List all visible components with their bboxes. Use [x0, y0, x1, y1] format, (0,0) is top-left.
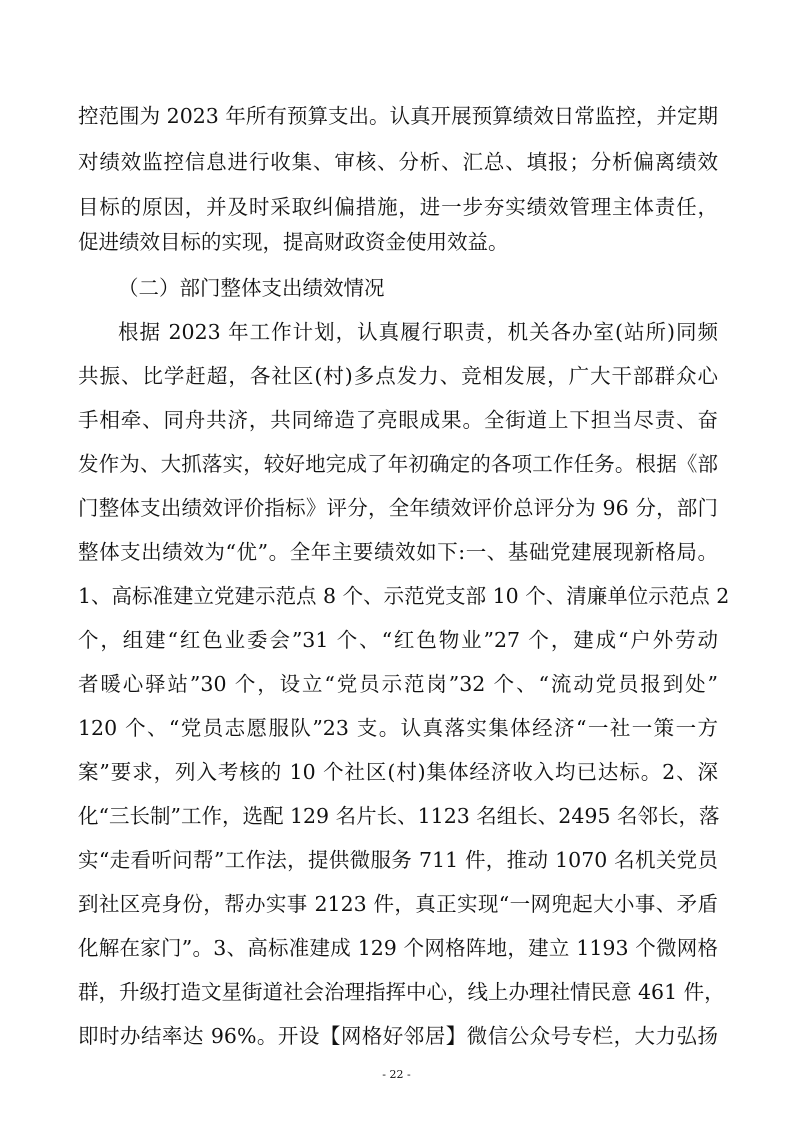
text-line: 发作为、大抓落实，较好地完成了年初确定的各项工作任务。根据《部	[78, 452, 718, 476]
text-line: 群，升级打造文星街道社会治理指挥中心，线上办理社情民意 461 件，	[78, 980, 725, 1004]
text-line: 根据 2023 年工作计划，认真履行职责，机关各办室(站所)同频	[118, 320, 718, 344]
text-line: 促进绩效目标的实现，提高财政资金使用效益。	[78, 230, 509, 254]
text-line: 者暖心驿站”30 个，设立“党员示范岗”32 个、“流动党员报到处”	[78, 672, 718, 696]
page-number: - 22 -	[382, 1068, 411, 1081]
text-line: 对绩效监控信息进行收集、审核、分析、汇总、填报；分析偏离绩效	[78, 150, 718, 174]
text-line: 1、高标准建立党建示范点 8 个、示范党支部 10 个、清廉单位示范点 2	[78, 584, 730, 608]
text-line: 即时办结率达 96%。开设【网格好邻居】微信公众号专栏，大力弘扬	[78, 1024, 718, 1048]
text-line: 化“三长制”工作，选配 129 名片长、1123 名组长、2495 名邻长，落	[78, 804, 720, 828]
text-line: 控范围为 2023 年所有预算支出。认真开展预算绩效日常监控，并定期	[78, 104, 718, 128]
text-line: 化解在家门”。3、高标准建成 129 个网格阵地，建立 1193 个微网格	[78, 936, 718, 960]
text-line: 到社区亮身份，帮办实事 2123 件，真正实现“一网兜起大小事、矛盾	[78, 892, 718, 916]
text-line: 手相牵、同舟共济，共同缔造了亮眼成果。全街道上下担当尽责、奋	[78, 408, 718, 432]
text-line: 120 个、“党员志愿服队”23 支。认真落实集体经济“一社一策一方	[78, 716, 718, 740]
text-line: 整体支出绩效为“优”。全年主要绩效如下:一、基础党建展现新格局。	[78, 540, 718, 564]
text-line: 目标的原因，并及时采取纠偏措施，进一步夯实绩效管理主体责任，	[78, 195, 718, 219]
text-line: 案”要求，列入考核的 10 个社区(村)集体经济收入均已达标。2、深	[78, 760, 718, 784]
text-line: 个，组建“红色业委会”31 个、“红色物业”27 个，建成“户外劳动	[78, 628, 718, 652]
section-heading: （二）部门整体支出绩效情况	[118, 276, 385, 300]
text-line: 门整体支出绩效评价指标》评分，全年绩效评价总评分为 96 分，部门	[78, 496, 718, 520]
text-line: 共振、比学赶超，各社区(村)多点发力、竞相发展，广大干部群众心	[78, 364, 718, 388]
text-line: 实“走看听问帮”工作法，提供微服务 711 件，推动 1070 名机关党员	[78, 848, 718, 872]
